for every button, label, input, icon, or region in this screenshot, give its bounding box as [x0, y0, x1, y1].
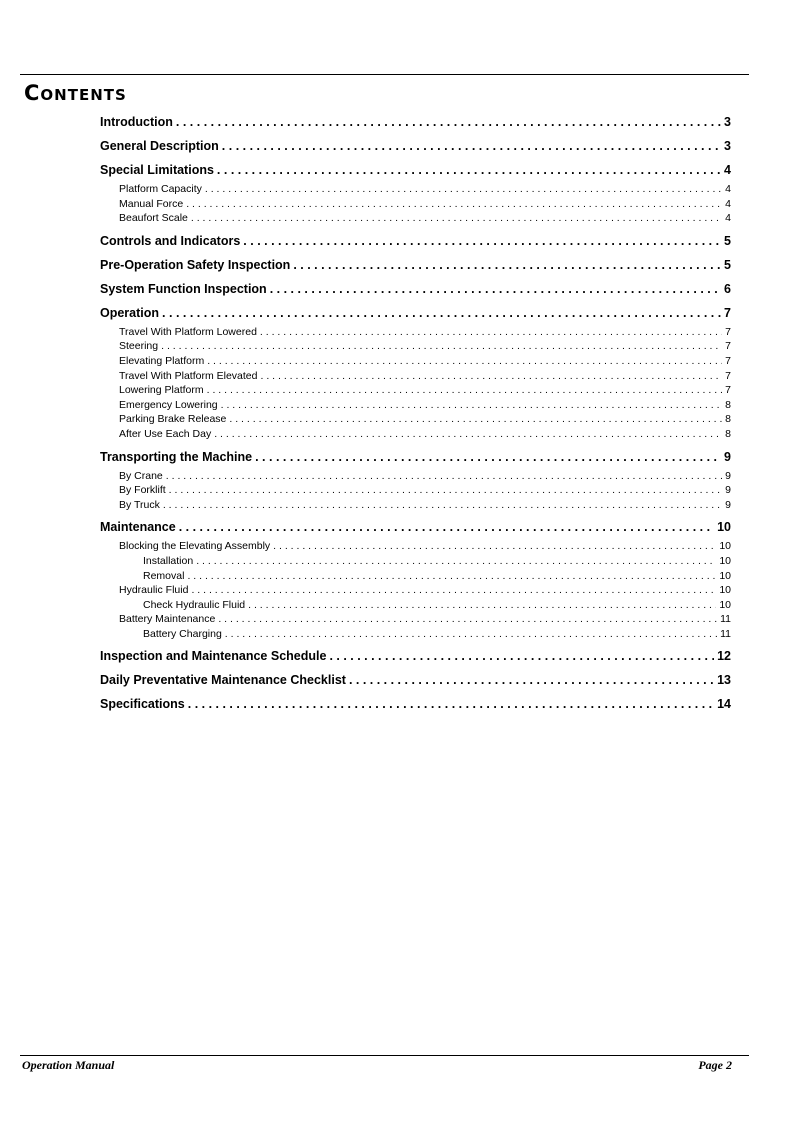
dot-leader [293, 253, 721, 277]
footer-page-number: Page 2 [698, 1058, 732, 1072]
dot-leader [207, 354, 722, 369]
toc-entry-page-number: 5 [724, 233, 731, 248]
toc-subentry[interactable] [100, 182, 731, 197]
dot-leader [270, 277, 721, 301]
table-of-contents [100, 110, 731, 716]
toc-entry-page-number: 7 [725, 384, 731, 397]
toc-entry[interactable] [100, 692, 731, 716]
dot-leader [163, 498, 722, 513]
toc-entry-page-number: 10 [719, 569, 731, 582]
dot-leader [214, 427, 722, 442]
toc-entry[interactable] [100, 644, 731, 668]
toc-entry-title: Manual Force [119, 197, 184, 210]
dot-leader [162, 301, 721, 325]
toc-entry-page-number: 7 [725, 354, 731, 367]
toc-entry-title: General Description [100, 139, 219, 153]
toc-entry-title: Inspection and Maintenance Schedule [100, 649, 327, 664]
toc-subentry[interactable] [100, 383, 731, 398]
dot-leader [255, 445, 721, 469]
toc-entry-page-number: 3 [724, 139, 731, 153]
toc-entry-title: Maintenance [100, 520, 176, 535]
dot-leader [261, 369, 723, 384]
dot-leader [248, 598, 716, 613]
toc-entry[interactable] [100, 277, 731, 301]
dot-leader [205, 182, 722, 197]
toc-subentry[interactable] [100, 539, 731, 554]
dot-leader [221, 398, 723, 413]
toc-entry-page-number: 4 [724, 163, 731, 177]
toc-subentry[interactable] [100, 325, 731, 340]
toc-subentry[interactable] [100, 583, 731, 598]
dot-leader [191, 211, 722, 226]
toc-subentry[interactable] [100, 398, 731, 413]
toc-entry-title: Steering [119, 340, 159, 353]
dot-leader [217, 158, 721, 182]
toc-entry[interactable] [100, 515, 731, 539]
toc-entry-title: Controls and Indicators [100, 233, 241, 248]
dot-leader [169, 483, 722, 498]
dot-leader [207, 383, 723, 398]
toc-subentry[interactable] [100, 427, 731, 442]
toc-entry-page-number: 5 [724, 257, 731, 272]
dot-leader [191, 583, 716, 598]
toc-subentry[interactable] [100, 612, 731, 627]
footer-rule [20, 1055, 749, 1056]
dot-leader [329, 644, 714, 668]
toc-entry-title: Check Hydraulic Fluid [143, 598, 246, 611]
toc-entry-page-number: 12 [717, 649, 731, 664]
toc-entry-page-number: 9 [724, 449, 731, 464]
toc-entry[interactable] [100, 158, 731, 182]
toc-entry[interactable] [100, 301, 731, 325]
toc-entry[interactable] [100, 110, 731, 134]
toc-entry-title: System Function Inspection [100, 281, 267, 296]
toc-subentry[interactable] [100, 554, 731, 569]
dot-leader [218, 612, 717, 627]
toc-entry-page-number: 10 [719, 540, 731, 553]
toc-subentry[interactable] [100, 627, 731, 642]
dot-leader [349, 668, 714, 692]
toc-entry-title: After Use Each Day [119, 427, 212, 440]
toc-entry-title: Blocking the Elevating Assembly [119, 540, 271, 553]
toc-subentry[interactable] [100, 412, 731, 427]
toc-entry-title: Daily Preventative Maintenance Checklist [100, 673, 346, 688]
toc-subentry[interactable] [100, 569, 731, 584]
toc-entry-title: Operation [100, 305, 160, 320]
toc-subentry[interactable] [100, 598, 731, 613]
toc-entry[interactable] [100, 229, 731, 253]
toc-entry-title: Parking Brake Release [119, 413, 227, 426]
toc-entry-page-number: 7 [725, 340, 731, 353]
dot-leader [179, 515, 714, 539]
dot-leader [273, 539, 716, 554]
dot-leader [176, 110, 721, 134]
toc-entry-page-number: 7 [725, 369, 731, 382]
toc-subentry[interactable] [100, 369, 731, 384]
toc-entry-title: Hydraulic Fluid [119, 584, 189, 597]
toc-entry-title: Removal [143, 569, 185, 582]
toc-entry-title: Emergency Lowering [119, 398, 218, 411]
toc-entry-page-number: 9 [725, 498, 731, 511]
toc-entry-page-number: 6 [724, 281, 731, 296]
toc-entry-page-number: 9 [725, 469, 731, 482]
toc-subentry[interactable] [100, 469, 731, 484]
footer-document-title: Operation Manual [22, 1058, 115, 1072]
dot-leader [166, 469, 722, 484]
header-rule [20, 74, 749, 75]
page-title: Contents [24, 81, 127, 105]
dot-leader [187, 569, 716, 584]
toc-entry-title: Special Limitations [100, 163, 214, 177]
toc-subentry[interactable] [100, 498, 731, 513]
toc-entry-title: Introduction [100, 115, 173, 129]
dot-leader [243, 229, 721, 253]
toc-entry-title: Pre-Operation Safety Inspection [100, 257, 291, 272]
toc-entry[interactable] [100, 668, 731, 692]
toc-entry-title: Battery Maintenance [119, 613, 216, 626]
toc-subentry[interactable] [100, 354, 731, 369]
toc-entry-page-number: 8 [725, 427, 731, 440]
toc-entry-title: Specifications [100, 697, 185, 712]
toc-entry-page-number: 8 [725, 398, 731, 411]
toc-entry-page-number: 4 [725, 212, 731, 225]
toc-entry-title: Platform Capacity [119, 183, 202, 195]
toc-entry[interactable] [100, 134, 731, 158]
toc-entry-page-number: 8 [725, 413, 731, 426]
toc-entry-page-number: 10 [719, 584, 731, 597]
toc-entry-page-number: 11 [720, 613, 731, 626]
toc-subentry[interactable] [100, 339, 731, 354]
dot-leader [186, 197, 722, 212]
toc-entry-page-number: 4 [725, 197, 731, 210]
dot-leader [260, 325, 722, 340]
dot-leader [229, 412, 722, 427]
toc-entry-page-number: 9 [725, 484, 731, 497]
toc-entry-page-number: 14 [717, 697, 731, 712]
dot-leader [196, 554, 716, 569]
toc-entry[interactable] [100, 253, 731, 277]
toc-entry-page-number: 11 [720, 627, 731, 640]
toc-entry-title: Installation [143, 554, 194, 567]
toc-entry-page-number: 10 [719, 554, 731, 567]
toc-subentry[interactable] [100, 211, 731, 226]
toc-entry-page-number: 13 [717, 673, 731, 688]
dot-leader [225, 627, 717, 642]
toc-entry-title: Travel With Platform Elevated [119, 369, 258, 382]
toc-entry-page-number: 10 [719, 598, 731, 611]
toc-entry-title: Battery Charging [143, 627, 222, 640]
toc-entry[interactable] [100, 445, 731, 469]
toc-entry-title: By Crane [119, 469, 163, 482]
dot-leader [188, 692, 714, 716]
toc-entry-page-number: 3 [724, 115, 731, 129]
toc-subentry[interactable] [100, 483, 731, 498]
toc-entry-page-number: 4 [725, 183, 731, 195]
dot-leader [161, 339, 722, 354]
dot-leader [222, 134, 721, 158]
toc-entry-page-number: 10 [717, 520, 731, 535]
toc-entry-title: Beaufort Scale [119, 212, 188, 225]
toc-entry-title: Transporting the Machine [100, 449, 253, 464]
toc-entry-title: By Truck [119, 498, 160, 511]
toc-entry-page-number: 7 [724, 305, 731, 320]
toc-subentry[interactable] [100, 197, 731, 212]
toc-entry-title: By Forklift [119, 484, 166, 497]
toc-entry-page-number: 7 [725, 325, 731, 338]
toc-entry-title: Elevating Platform [119, 354, 205, 367]
toc-entry-title: Lowering Platform [119, 384, 204, 397]
toc-entry-title: Travel With Platform Lowered [119, 325, 257, 338]
